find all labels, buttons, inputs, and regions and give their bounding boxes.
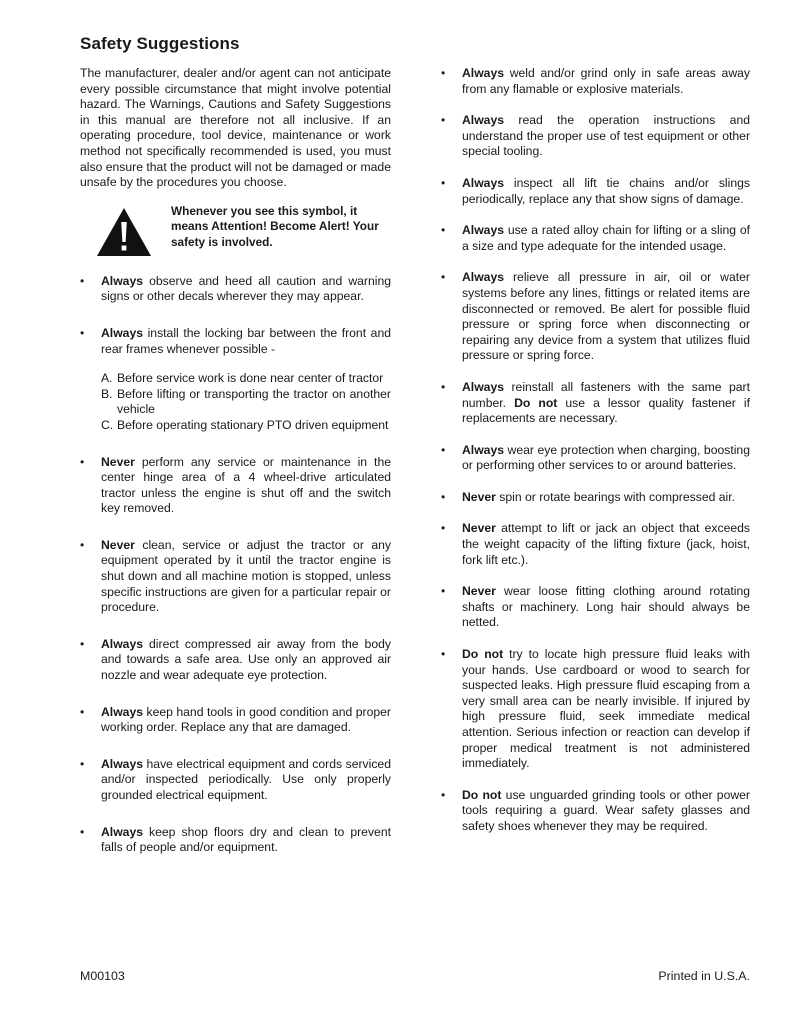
bullet-icon: • bbox=[441, 66, 446, 80]
bullet-icon: • bbox=[80, 756, 85, 771]
bullet-icon: • bbox=[441, 787, 446, 802]
bullet-icon: • bbox=[441, 270, 446, 285]
item-body: read the operation instructions and understand the proper use of test equipment or other special tooling. bbox=[462, 113, 750, 159]
safety-item-text bbox=[101, 705, 391, 736]
warning-text: Whenever you see this symbol, it means Attention! Become Alert! Your safety is involved. bbox=[171, 203, 379, 249]
item-body: keep shop floors dry and clean to prevent falls of people and/or equipment. bbox=[101, 824, 391, 855]
safety-item bbox=[441, 66, 750, 97]
item-lead-word: Always bbox=[462, 175, 505, 190]
item-lead-word: Always bbox=[101, 273, 144, 288]
page-title: Safety Suggestions bbox=[80, 34, 240, 53]
item-body: attempt to lift or jack an object that exceeds the weight capacity of the lifting fixture (jack, hoist, fork lift etc.). bbox=[462, 521, 750, 567]
item-lead-word: Do not bbox=[462, 647, 504, 662]
bullet-icon: • bbox=[441, 442, 446, 457]
sub-item-letter: A. bbox=[101, 371, 113, 386]
document-code: M00103 bbox=[80, 969, 125, 983]
item-body: weld and/or grind only in safe areas away from any flamable or explosive materials. bbox=[462, 66, 750, 96]
item-body: keep hand tools in good condition and proper working order. Replace any that are damaged. bbox=[101, 704, 391, 735]
intro-paragraph: The manufacturer, dealer and/or agent can not anticipate every possible circumstance that might involve potential hazard. The Warnings, Cautions and Safety Suggestions in this manual are therefore not all inclusive. If an operating procedure, tool device, maintenance or work method not specifically recommended is used, you must also ensure that the product will not be damaged or made unsafe by the procedures you choose. bbox=[80, 66, 391, 190]
safety-item bbox=[441, 380, 750, 427]
warning-triangle-icon bbox=[96, 207, 152, 257]
left-column bbox=[80, 66, 391, 877]
sub-list-item bbox=[101, 418, 391, 434]
item-lead-word: Always bbox=[101, 636, 144, 651]
safety-item-text bbox=[462, 113, 750, 160]
item-body: use a rated alloy chain for lifting or a sling of a size and type adequate for the intended usage. bbox=[462, 223, 750, 253]
safety-item bbox=[80, 825, 391, 856]
safety-item bbox=[441, 490, 750, 506]
safety-item-text bbox=[101, 637, 391, 684]
sub-item-letter: C. bbox=[101, 417, 114, 432]
safety-item bbox=[441, 521, 750, 568]
sub-item-letter: B. bbox=[101, 386, 113, 401]
safety-item bbox=[441, 113, 750, 160]
item-body: wear loose fitting clothing around rotating shafts or machinery. Long hair should always be netted. bbox=[462, 584, 750, 630]
warning-notice bbox=[80, 204, 391, 257]
safety-item-text bbox=[101, 326, 391, 434]
item-body: try to locate high pressure fluid leaks with your hands. Use cardboard or wood to search for suspected leaks. High pressure fluid escaping from a very small area can be nearly invisible. If injured by high pressure fluid, seek immediate medical attention. Serious infection or reaction can develop if proper medical treatment is not administered immediately. bbox=[462, 647, 750, 771]
bullet-icon: • bbox=[80, 704, 85, 719]
safety-item bbox=[80, 637, 391, 684]
safety-item-text bbox=[462, 584, 750, 631]
item-body: relieve all pressure in air, oil or water systems before any lines, fittings or related items are disconnected or removed. Be alert for possible fluid pressure or spring force when disconnecting or repairing any device from a system that utilizes fluid pressure or spring force. bbox=[462, 270, 750, 363]
safety-item bbox=[441, 176, 750, 207]
safety-item-text bbox=[462, 443, 750, 474]
bullet-icon: • bbox=[441, 113, 446, 128]
bullet-icon: • bbox=[441, 647, 446, 662]
item-lead-word: Never bbox=[462, 489, 496, 504]
item-lead-word: Do not bbox=[462, 787, 502, 802]
item-lead-word: Always bbox=[462, 379, 505, 394]
item-body: inspect all lift tie chains and/or slings periodically, replace any that show signs of damage. bbox=[462, 175, 750, 206]
item-lead-word: Never bbox=[101, 537, 135, 552]
right-safety-list bbox=[441, 66, 750, 835]
safety-item bbox=[80, 274, 391, 305]
safety-item-text bbox=[101, 757, 391, 804]
bullet-icon: • bbox=[441, 379, 446, 394]
safety-item bbox=[80, 538, 391, 616]
safety-item bbox=[441, 223, 750, 254]
item-lead-word: Always bbox=[462, 270, 505, 285]
sub-list-item bbox=[101, 387, 391, 418]
safety-item-text bbox=[462, 223, 750, 254]
safety-item-text bbox=[462, 380, 750, 427]
safety-item bbox=[80, 326, 391, 434]
safety-item-text bbox=[462, 788, 750, 835]
safety-item-text bbox=[101, 274, 391, 305]
safety-item-text bbox=[462, 66, 750, 97]
sub-item-text: Before lifting or transporting the tractor on another vehicle bbox=[117, 386, 391, 417]
safety-item-text bbox=[462, 647, 750, 772]
bullet-icon: • bbox=[441, 175, 446, 190]
item-body: spin or rotate bearings with compressed air. bbox=[495, 489, 736, 504]
bullet-icon: • bbox=[80, 454, 85, 469]
item-body: reinstall all fasteners with the same part number. bbox=[462, 379, 750, 410]
item-lead-word: Always bbox=[101, 704, 144, 719]
sub-item-text: Before operating stationary PTO driven equipment bbox=[117, 417, 389, 432]
bullet-icon: • bbox=[441, 223, 446, 238]
item-lead-word: Never bbox=[101, 454, 135, 469]
left-safety-list bbox=[80, 274, 391, 856]
sub-item-text: Before service work is done near center of tractor bbox=[117, 371, 384, 386]
item-body: have electrical equipment and cords serviced and/or inspected periodically. Use only properly grounded electrical equipment. bbox=[101, 756, 391, 802]
safety-item bbox=[80, 455, 391, 517]
item-body: use unguarded grinding tools or other power tools requiring a guard. Wear safety glasses and safety shoes whenever they may be required. bbox=[462, 787, 750, 833]
bullet-icon: • bbox=[80, 325, 85, 340]
item-lead-word: Always bbox=[462, 442, 505, 457]
sub-list-item bbox=[101, 371, 391, 387]
item-lead-word: Always bbox=[101, 824, 144, 839]
safety-item-text bbox=[462, 176, 750, 207]
safety-item bbox=[441, 584, 750, 631]
safety-item bbox=[441, 270, 750, 364]
item-lead-word: Always bbox=[462, 113, 505, 128]
item-lead-word: Do not bbox=[514, 395, 558, 410]
item-body: wear eye protection when charging, boosting or performing other services to or around batteries. bbox=[462, 442, 750, 473]
safety-item bbox=[441, 647, 750, 772]
bullet-icon: • bbox=[80, 636, 85, 651]
bullet-icon: • bbox=[80, 824, 85, 839]
item-lead-word: Never bbox=[462, 584, 496, 599]
item-body: use a lessor quality fastener if replacements are necessary. bbox=[462, 395, 750, 426]
bullet-icon: • bbox=[441, 584, 446, 599]
bullet-icon: • bbox=[80, 537, 85, 552]
right-column bbox=[441, 66, 750, 851]
safety-item bbox=[441, 788, 750, 835]
item-lead-word: Always bbox=[101, 325, 144, 340]
item-lead-word: Always bbox=[101, 756, 144, 771]
item-body: direct compressed air away from the body and towards a safe area. Use only an approved air nozzle and wear adequate eye protection. bbox=[101, 636, 391, 683]
safety-item-text bbox=[101, 825, 391, 856]
item-lead-word: Always bbox=[462, 66, 505, 80]
item-body: clean, service or adjust the tractor or any equipment operated by it until the tractor engine is shut down and all machine motion is stopped, unless specific instructions are given for a particular repair or procedure. bbox=[101, 537, 391, 615]
item-body: observe and heed all caution and warning signs or other decals wherever they may appear. bbox=[101, 273, 391, 304]
item-lead-word: Always bbox=[462, 223, 505, 238]
safety-item-text bbox=[101, 455, 391, 517]
item-body: install the locking bar between the front and rear frames whenever possible - bbox=[101, 325, 391, 356]
safety-item-text bbox=[462, 270, 750, 364]
safety-item bbox=[80, 705, 391, 736]
item-body: perform any service or maintenance in the center hinge area of a 4 wheel-drive articulated tractor unless the engine is shut off and the switch key removed. bbox=[101, 454, 391, 516]
bullet-icon: • bbox=[441, 521, 446, 536]
safety-item bbox=[80, 757, 391, 804]
sub-list bbox=[101, 371, 391, 433]
bullet-icon: • bbox=[441, 489, 446, 504]
safety-item-text bbox=[462, 521, 750, 568]
safety-item-text bbox=[101, 538, 391, 616]
bullet-icon: • bbox=[80, 273, 85, 288]
item-lead-word: Never bbox=[462, 521, 496, 536]
printed-in-label: Printed in U.S.A. bbox=[658, 969, 750, 983]
safety-item bbox=[441, 443, 750, 474]
safety-item-text bbox=[462, 490, 750, 506]
